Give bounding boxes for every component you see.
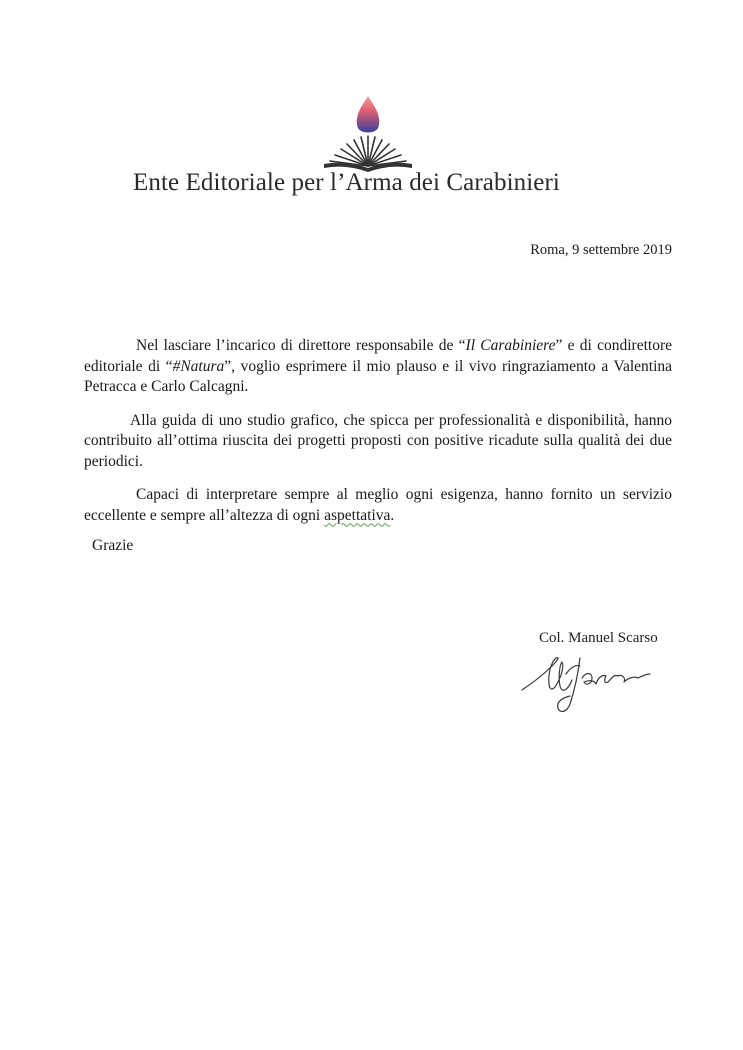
paragraph-3-text-a: Capaci di interpretare sempre al meglio ogni esigenza, hanno fornito un servizio eccellente e sempre all’altezza di ogni: [84, 486, 672, 524]
publication-title-natura: #Natura: [172, 357, 225, 375]
publication-title-carabiniere: Il Carabiniere: [465, 337, 556, 354]
flame-book-icon: [318, 94, 418, 174]
closing-salutation: Grazie: [92, 537, 134, 554]
signer-name: Col. Manuel Scarso: [539, 630, 658, 646]
letter-body: [84, 336, 672, 539]
letterhead: [0, 90, 743, 200]
paragraph-1-text-b: ” e di condirettore editoriale di “: [84, 337, 672, 375]
letter-date: Roma, 9 settembre 2019: [530, 242, 672, 258]
paragraph-2: Alla guida di uno studio grafico, che spicca per professionalità e disponibilità, hanno contribuito all’ottima riuscita dei progetti proposti con positive ricadute sulla qualità dei due periodici.: [84, 411, 672, 470]
paragraph-1: [84, 336, 672, 398]
paragraph-3-text-b: .: [390, 506, 395, 524]
paragraph-1-text-a: Nel lasciare l’incarico di direttore responsabile de “: [136, 337, 466, 354]
handwritten-signature: [518, 644, 668, 716]
organization-name: Ente Editoriale per l’Arma dei Carabinieri: [133, 169, 560, 196]
paragraph-3: [84, 485, 672, 526]
spellcheck-underlined-word: aspettativa: [324, 506, 391, 524]
paragraph-1-text-c: ”, voglio esprimere il mio plauso e il vivo ringraziamento a Valentina Petracca e Carlo Calcagni.: [84, 357, 673, 395]
